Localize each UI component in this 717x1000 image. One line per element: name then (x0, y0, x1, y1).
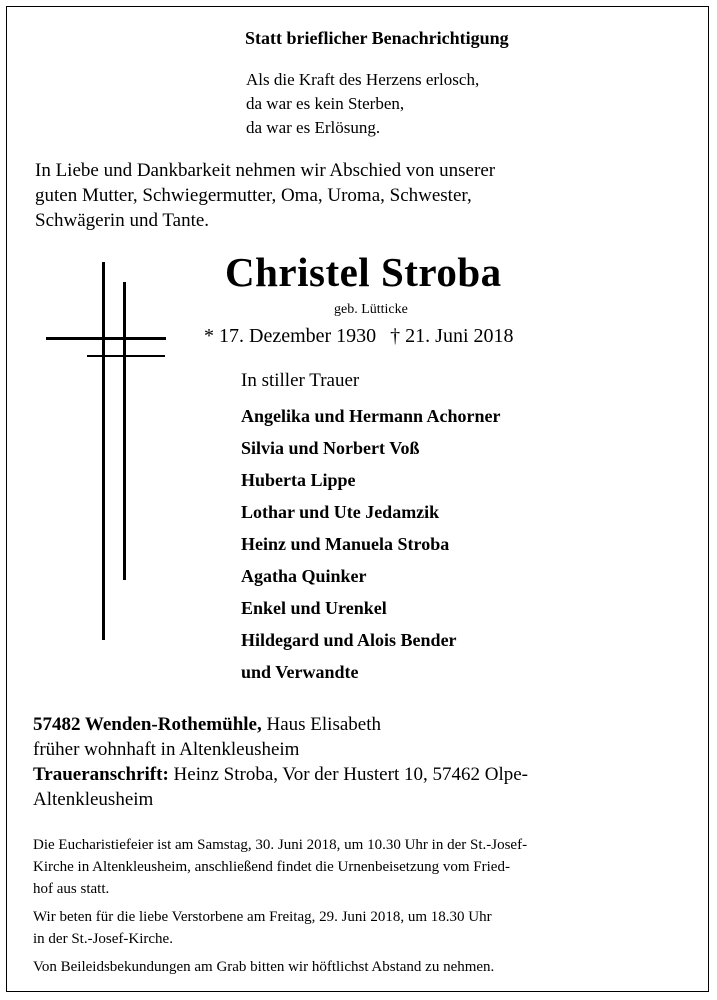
list-item: und Verwandte (241, 662, 359, 682)
residence-line (33, 712, 528, 737)
deceased-name: Christel Stroba (225, 249, 502, 295)
notice-heading: Statt brieflicher Benachrichtigung (245, 28, 509, 48)
address-block (33, 712, 528, 812)
list-item: Huberta Lippe (241, 470, 356, 490)
poem (246, 68, 479, 140)
note-line: hof aus statt. (33, 881, 110, 897)
list-item: Lothar und Ute Jedamzik (241, 502, 440, 522)
service-notes (33, 834, 527, 978)
list-item: Enkel und Urenkel (241, 598, 387, 618)
mourners-list (241, 400, 501, 688)
mail-address-label: Traueranschrift: (33, 764, 169, 785)
residence-label: 57482 Wenden-Rothemühle, (33, 714, 262, 735)
mourners-heading: In stiller Trauer (241, 370, 360, 391)
poem-line: da war es Erlösung. (246, 118, 381, 137)
intro-line: In Liebe und Dankbarkeit nehmen wir Abschied von unserer (35, 160, 496, 181)
death-date: † 21. Juni 2018 (390, 325, 514, 347)
birth-name: geb. Lütticke (334, 302, 408, 317)
mail-address-line (33, 762, 528, 787)
note-line: Kirche in Altenkleusheim, anschließend findet die Urnenbeisetzung vom Fried- (33, 859, 510, 875)
life-dates (204, 325, 514, 348)
list-item: Agatha Quinker (241, 566, 367, 586)
list-item: Angelika und Hermann Achorner (241, 406, 501, 426)
birth-date: * 17. Dezember 1930 (204, 325, 377, 347)
note-line: in der St.-Josef-Kirche. (33, 931, 173, 947)
mail-address-detail: Heinz Stroba, Vor der Hustert 10, 57462 Olpe- (168, 764, 528, 785)
list-item: Silvia und Norbert Voß (241, 438, 420, 458)
intro-line: guten Mutter, Schwiegermutter, Oma, Uroma, Schwester, (35, 185, 472, 206)
residence-detail: Haus Elisabeth (261, 714, 381, 735)
note-line: Wir beten für die liebe Verstorbene am Freitag, 29. Juni 2018, um 18.30 Uhr (33, 909, 492, 925)
note-line: Von Beileidsbekundungen am Grab bitten wir höftlichst Abstand zu nehmen. (33, 959, 495, 975)
intro-line: Schwägerin und Tante. (35, 210, 210, 231)
former-residence: früher wohnhaft in Altenkleusheim (33, 739, 300, 760)
mail-address-cont: Altenkleusheim (33, 789, 154, 810)
list-item: Heinz und Manuela Stroba (241, 534, 450, 554)
poem-line: da war es kein Sterben, (246, 94, 405, 113)
intro-text (35, 158, 495, 233)
poem-line: Als die Kraft des Herzens erlosch, (246, 70, 480, 89)
note-line: Die Eucharistiefeier ist am Samstag, 30. Juni 2018, um 10.30 Uhr in der St.-Josef- (33, 837, 528, 853)
list-item: Hildegard und Alois Bender (241, 630, 457, 650)
